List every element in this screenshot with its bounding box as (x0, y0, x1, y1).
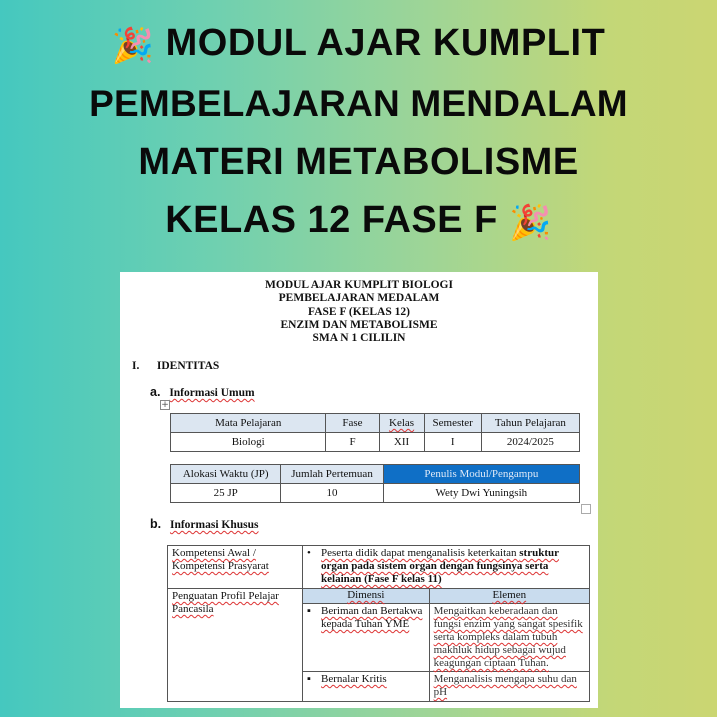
cell-fase: F (326, 433, 379, 452)
cell-dimensi: ▪ Bernalar Kritis (303, 672, 430, 702)
section-identitas-heading: I. IDENTITAS (132, 360, 220, 372)
table-row (168, 589, 590, 604)
cell-kompetensi-text: • Peserta didik dapat menganalisis keterkaitan struktur organ pada sistem organ dengan fungsinya serta kelainan (Fase F kelas 11) (303, 546, 590, 589)
square-bullet-icon: ▪ (307, 673, 311, 685)
table-row (171, 484, 580, 503)
cell-kompetensi-label: Kompetensi Awal / Kompetensi Prasyarat (168, 546, 303, 589)
header-jumlah-pertemuan: Jumlah Pertemuan (281, 465, 383, 484)
document-title: MODUL AJAR KUMPLIT BIOLOGI PEMBELAJARAN MEDALAM FASE F (KELAS 12) ENZIM DAN METABOLISME SMA N 1 CILILIN (265, 279, 453, 345)
header-tahun-pelajaran: Tahun Pelajaran (481, 414, 579, 433)
cell-tahun-pelajaran: 2024/2025 (481, 433, 579, 452)
headline-line-1: 🎉 MODUL AJAR KUMPLIT (0, 14, 717, 75)
headline-line-4: KELAS 12 FASE F 🎉 (0, 191, 717, 252)
square-bullet-icon: ▪ (307, 605, 311, 617)
cell-penulis-modul: Wety Dwi Yuningsih (383, 484, 579, 503)
cell-jumlah-pertemuan: 10 (281, 484, 383, 503)
cell-semester: I (424, 433, 481, 452)
cell-elemen: Mengaitkan keberadaan dan fungsi enzim yang sangat spesifik serta kompleks dalam tubuh makhluk hidup sebagai wujud keagungan ciptaan Tuhan. (429, 604, 589, 672)
cell-alokasi-waktu: 25 JP (171, 484, 281, 503)
cell-elemen: Menganalisis mengapa suhu dan pH (429, 672, 589, 702)
headline-line-2: PEMBELAJARAN MENDALAM (89, 83, 628, 124)
document-preview (120, 272, 598, 708)
table-informasi-umum (170, 413, 580, 452)
party-popper-icon: 🎉 (111, 27, 155, 65)
header-elemen: Elemen (429, 589, 589, 604)
subsection-informasi-khusus: b. Informasi Khusus (150, 517, 259, 531)
header-fase: Fase (326, 414, 379, 433)
party-popper-icon: 🎉 (508, 204, 552, 242)
header-dimensi: Dimensi (303, 589, 430, 604)
promo-headline (0, 14, 717, 252)
table-alokasi (170, 464, 580, 503)
header-kelas: Kelas (379, 414, 424, 433)
cell-dimensi: ▪ Beriman dan Bertakwa kepada Tuhan YME (303, 604, 430, 672)
header-mata-pelajaran: Mata Pelajaran (171, 414, 326, 433)
table-resize-handle[interactable] (581, 504, 591, 514)
header-alokasi-waktu: Alokasi Waktu (JP) (171, 465, 281, 484)
table-row (171, 433, 580, 452)
table-row (168, 546, 590, 589)
headline-line-3: MATERI METABOLISME (138, 141, 579, 183)
table-move-handle-icon[interactable]: + (161, 400, 169, 410)
bullet-icon: • (307, 547, 311, 559)
header-semester: Semester (424, 414, 481, 433)
cell-kelas: XII (379, 433, 424, 452)
cell-mata-pelajaran: Biologi (171, 433, 326, 452)
table-informasi-khusus (167, 545, 590, 702)
subsection-informasi-umum: a. Informasi Umum (150, 385, 255, 399)
header-penulis-modul: Penulis Modul/Pengampu (383, 465, 579, 484)
cell-profil-label: Penguatan Profil Pelajar Pancasila (168, 589, 303, 702)
